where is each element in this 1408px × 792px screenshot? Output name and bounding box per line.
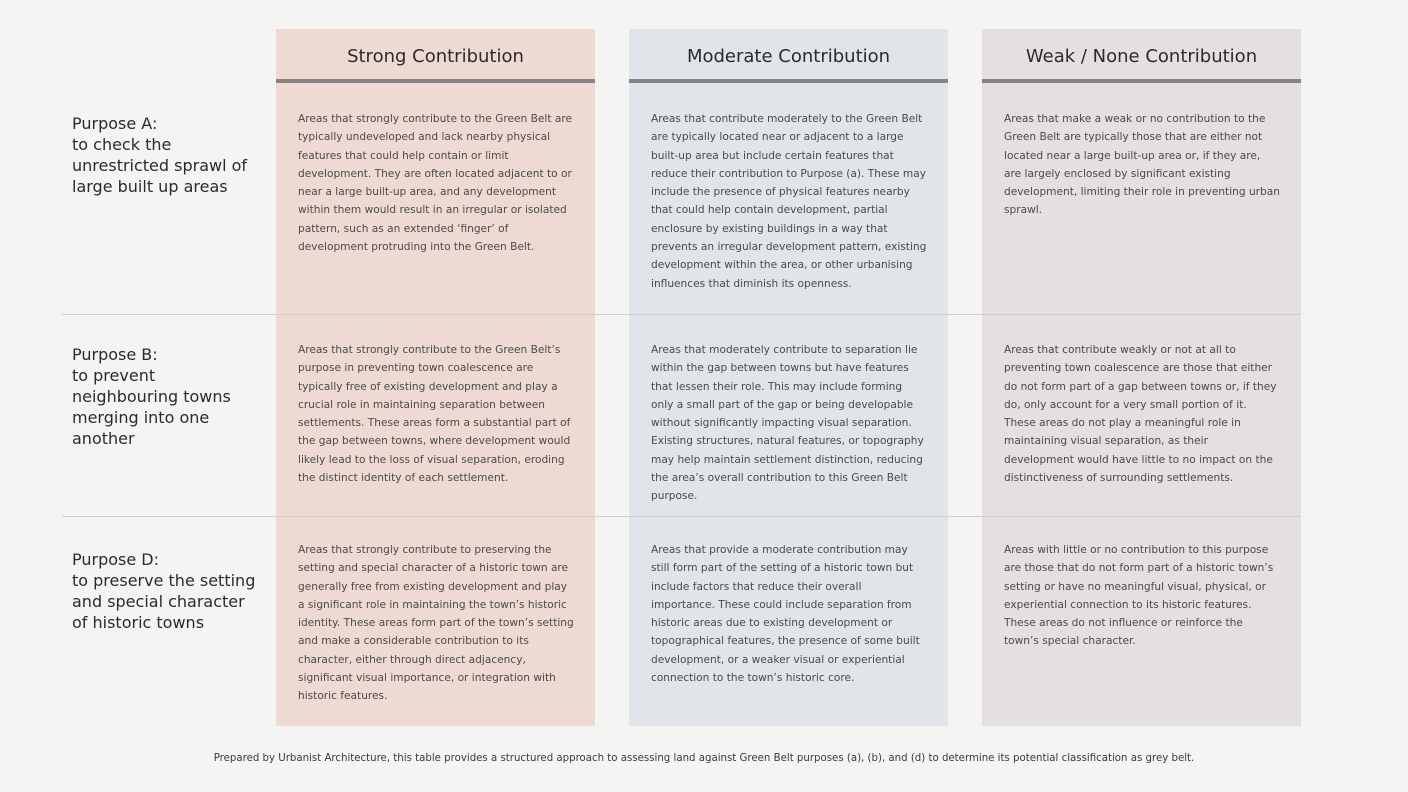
row-label-purpose-d (72, 549, 262, 633)
purpose-b-title: Purpose B: (72, 345, 158, 364)
cell-purpose-a-strong: Areas that strongly contribute to the Green Belt are typically undeveloped and lack nearby physical features that could help contain or limit development. They are often located adjacent to or near a large built-up area, and any development within them would result in an irregular or isolated pattern, such as an extended ‘finger’ of development protruding into the Green Belt. (298, 113, 572, 254)
cell-purpose-d-weak: Areas with little or no contribution to this purpose are those that do not form part of a historic town’s setting or have no meaningful visual, physical, or experiential connection to its historic features. These areas do not influence or reinforce the town’s special character. (1004, 544, 1274, 648)
cell-purpose-b-strong: Areas that strongly contribute to the Green Belt’s purpose in preventing town coalescence are typically free of existing development and play a crucial role in maintaining separation between settlements. These areas form a substantial part of the gap between towns, where development would likely lead to the loss of visual separation, eroding the distinct identity of each settlement. (298, 344, 571, 485)
purpose-a-description: to check the unrestricted sprawl of large built up areas (72, 135, 248, 196)
column-header-weak: Weak / None Contribution (982, 29, 1301, 83)
purpose-b-description: to prevent neighbouring towns merging into one another (72, 366, 231, 448)
row-label-purpose-a (72, 113, 262, 197)
cell-purpose-d-strong: Areas that strongly contribute to preserving the setting and special character of a historic town are generally free from existing development and play a significant role in maintaining the town’s historic identity. These areas form part of the town’s setting and make a considerable contribution to its character, either through direct adjacency, significant visual importance, or integration with historic features. (298, 544, 574, 703)
cell-purpose-a-weak: Areas that make a weak or no contribution to the Green Belt are typically those that are either not located near a large built-up area or, if they are, are largely enclosed by significant existing development, limiting their role in preventing urban sprawl. (1004, 113, 1280, 217)
purpose-d-description: to preserve the setting and special character of historic towns (72, 571, 256, 632)
row-divider (62, 516, 1301, 517)
cell-purpose-a-moderate: Areas that contribute moderately to the Green Belt are typically located near or adjacent to a large built-up area but include certain features that reduce their contribution to Purpose (a). These may include the presence of physical features nearby that could help contain development, partial enclosure by existing buildings in a way that prevents an irregular development pattern, existing development within the area, or other urbanising influences that diminish its openness. (651, 113, 927, 290)
purpose-d-title: Purpose D: (72, 550, 160, 569)
row-label-purpose-b (72, 344, 262, 449)
row-divider (62, 314, 1301, 315)
cell-purpose-b-weak: Areas that contribute weakly or not at all to preventing town coalescence are those that either do not form part of a gap between towns or, if they do, only account for a very small portion of it. These areas do not play a meaningful role in maintaining visual separation, as their development would have little to no impact on the distinctiveness of surrounding settlements. (1004, 344, 1277, 485)
footer-note: Prepared by Urbanist Architecture, this table provides a structured approach to assessing land against Green Belt purposes (a), (b), and (d) to determine its potential classification as grey belt. (213, 753, 1195, 764)
purpose-a-title: Purpose A: (72, 114, 158, 133)
cell-purpose-b-moderate: Areas that moderately contribute to separation lie within the gap between towns but have features that lessen their role. This may include forming only a small part of the gap or being developable without significantly impacting visual separation. Existing structures, natural features, or topography may help maintain settlement distinction, reducing the area’s overall contribution to this Green Belt purpose. (651, 344, 924, 503)
column-header-moderate: Moderate Contribution (629, 29, 948, 83)
column-header-strong: Strong Contribution (276, 29, 595, 83)
cell-purpose-d-moderate: Areas that provide a moderate contribution may still form part of the setting of a historic town but include factors that reduce their overall importance. These could include separation from historic areas due to existing development or topographical features, the presence of some built development, or a weaker visual or experiential connection to the town’s historic core. (651, 544, 920, 685)
